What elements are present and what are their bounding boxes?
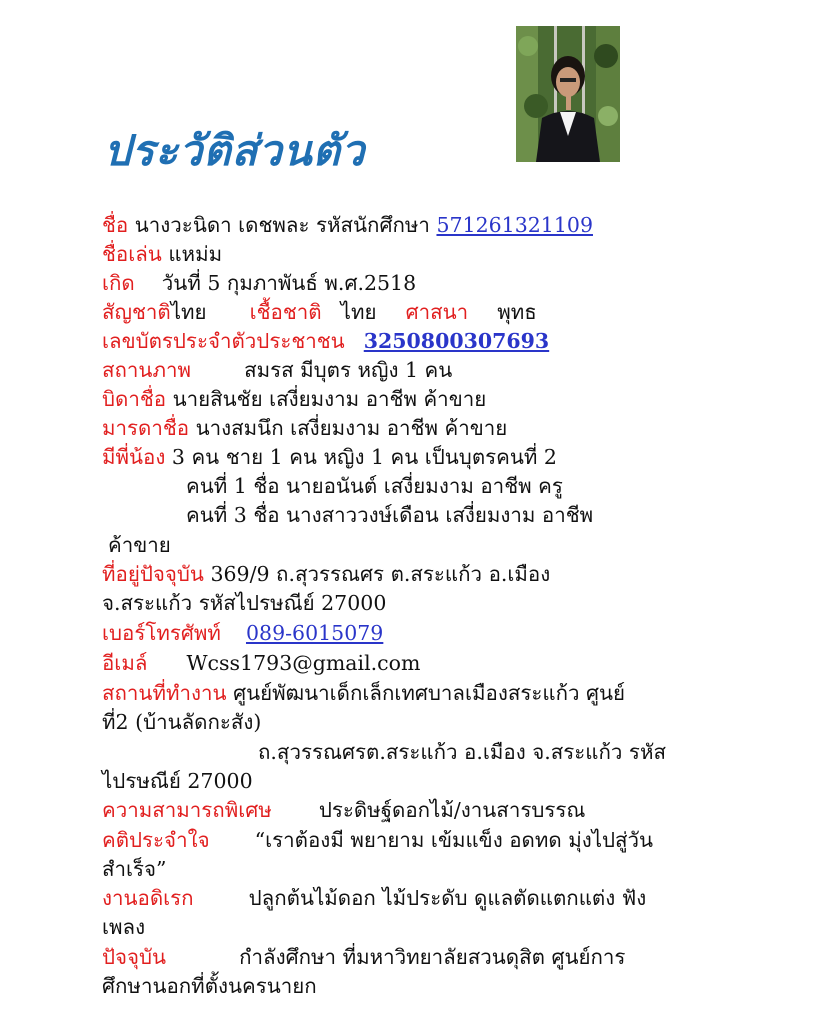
status-value: สมรส มีบุตร หญิง 1 คน — [244, 358, 453, 382]
current-value-2: ศึกษานอกที่ตั้งนครนายก — [102, 974, 317, 998]
id-card-line — [102, 328, 772, 354]
hobby-line — [102, 885, 772, 911]
mother-label: มารดาชื่อ — [102, 416, 190, 440]
mother-value: นางสมนึก เสงี่ยมงาม อาชีพ ค้าขาย — [195, 416, 508, 440]
student-id-link[interactable]: 571261321109 — [436, 213, 593, 237]
profile-photo — [516, 26, 620, 162]
phone-line — [102, 620, 772, 646]
page-title: ประวัติส่วนตัว — [104, 126, 366, 175]
nationality-label: สัญชาติ — [102, 300, 171, 324]
nationality-value: ไทย — [170, 300, 207, 324]
current-value-1: กำลังศึกษา ที่มหาวิทยาลัยสวนดุสิต ศูนย์การ — [239, 945, 626, 969]
workplace-value-2: ที่2 (บ้านลัดกะสัง) — [102, 710, 262, 734]
ethnicity-label: เชื้อชาติ — [249, 300, 322, 324]
workplace-line — [102, 680, 772, 706]
email-label: อีเมล์ — [102, 651, 148, 675]
mother-line — [102, 415, 772, 441]
workplace-value-4: ไปรษณีย์ 27000 — [102, 769, 253, 793]
siblings-value: 3 คน ชาย 1 คน หญิง 1 คน เป็นบุตรคนที่ 2 — [171, 445, 557, 469]
address-value-2: จ.สระแก้ว รหัสไปรษณีย์ 27000 — [102, 591, 387, 615]
religion-label: ศาสนา — [405, 300, 469, 324]
email-line — [102, 650, 772, 676]
phone-link[interactable]: 089-6015079 — [245, 621, 384, 645]
address-line — [102, 561, 772, 587]
sibling-1-line: คนที่ 1 ชื่อ นายอนันต์ เสงี่ยมงาม อาชีพ ครู — [186, 474, 563, 498]
email-value: Wcss1793@gmail.com — [186, 651, 421, 675]
name-line — [102, 212, 772, 238]
id-card-label: เลขบัตรประจำตัวประชาชน — [102, 329, 345, 353]
religion-value: พุทธ — [497, 300, 537, 324]
nickname-value: แหม่ม — [168, 242, 223, 266]
sibling-3-line: คนที่ 3 ชื่อ นางสาววงษ์เดือน เสงี่ยมงาม อาชีพ — [186, 503, 594, 527]
skills-line — [102, 797, 772, 823]
current-label: ปัจจุบัน — [102, 945, 167, 969]
sibling-3-occupation: ค้าขาย — [108, 533, 171, 557]
address-label: ที่อยู่ปัจจุบัน — [102, 562, 204, 586]
current-line — [102, 944, 772, 970]
phone-label: เบอร์โทรศัพท์ — [102, 621, 221, 645]
motto-line — [102, 827, 772, 853]
hobby-value-2: เพลง — [102, 915, 146, 939]
father-label: บิดาชื่อ — [102, 387, 167, 411]
address-value-1: 369/9 ถ.สุวรรณศร ต.สระแก้ว อ.เมือง — [210, 562, 551, 586]
name-label: ชื่อ — [102, 213, 129, 237]
birth-value: วันที่ 5 กุมภาพันธ์ พ.ศ.2518 — [161, 271, 417, 295]
workplace-value-1: ศูนย์พัฒนาเด็กเล็กเทศบาลเมืองสระแก้ว ศูนย์ — [233, 681, 626, 705]
workplace-label: สถานที่ทำงาน — [102, 681, 227, 705]
ethnicity-value: ไทย — [340, 300, 377, 324]
father-value: นายสินชัย เสงี่ยมงาม อาชีพ ค้าขาย — [172, 387, 487, 411]
id-card-value[interactable]: 3250800307693 — [363, 329, 550, 353]
status-label: สถานภาพ — [102, 358, 191, 382]
siblings-line — [102, 444, 772, 470]
motto-label: คติประจำใจ — [102, 828, 210, 852]
status-line — [102, 357, 772, 383]
father-line — [102, 386, 772, 412]
siblings-label: มีพี่น้อง — [102, 445, 166, 469]
workplace-value-3: ถ.สุวรรณศรต.สระแก้ว อ.เมือง จ.สระแก้ว รหัส — [258, 740, 666, 764]
nickname-line — [102, 241, 772, 267]
nickname-label: ชื่อเล่น — [102, 242, 162, 266]
motto-value-2: สำเร็จ” — [102, 857, 167, 881]
name-value: นางวะนิดา เดชพละ รหัสนักศึกษา — [134, 213, 430, 237]
birth-label: เกิด — [102, 271, 135, 295]
motto-value-1: “เราต้องมี พยายาม เข้มแข็ง อดทด มุ่งไปสู่วัน — [254, 828, 654, 852]
skills-label: ความสามารถพิเศษ — [102, 798, 272, 822]
hobby-label: งานอดิเรก — [102, 886, 194, 910]
skills-value: ประดิษฐ์ดอกไม้/งานสารบรรณ — [318, 798, 586, 822]
hobby-value-1: ปลูกต้นไม้ดอก ไม้ประดับ ดูแลตัดแตกแต่ง ฟัง — [248, 886, 647, 910]
origin-line — [102, 299, 772, 325]
birth-line — [102, 270, 772, 296]
